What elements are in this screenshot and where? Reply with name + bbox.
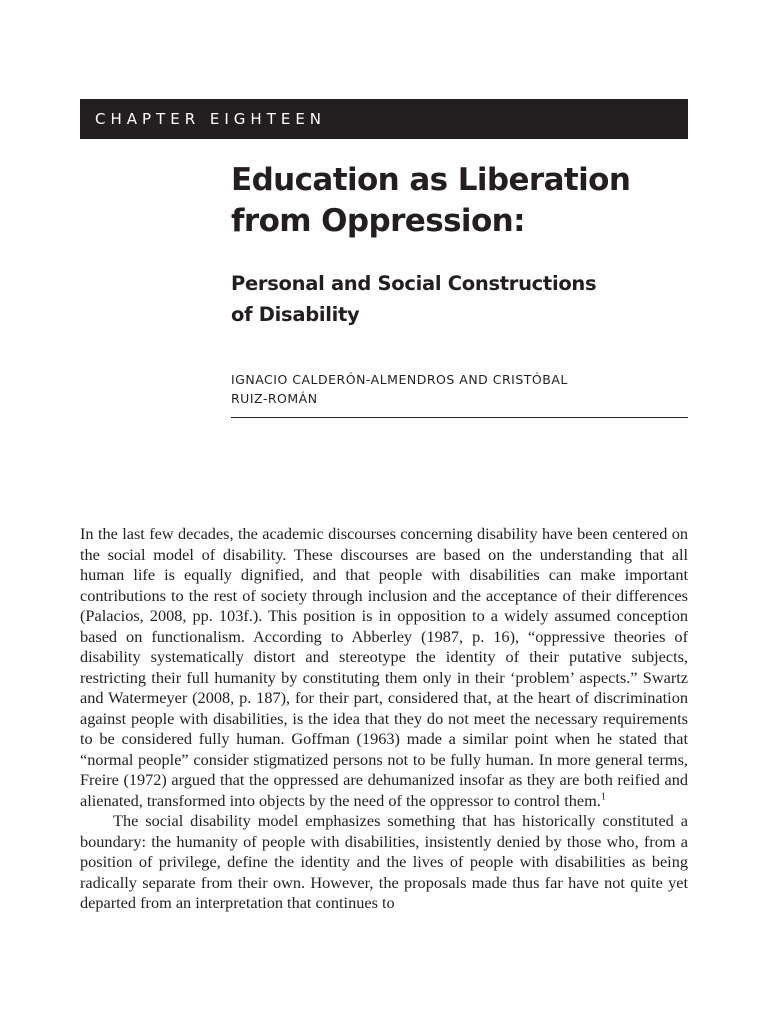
body-text [80,524,688,914]
chapter-subtitle-line-2: of Disability [231,303,360,326]
chapter-subtitle [231,268,671,330]
paragraph-1-text: In the last few decades, the academic discourses concerning disability have been centered on the social model of disability. These discourses are based on the understanding that all human life is equally dignified, and that people with disabilities can make important contributions to the rest of society through inclusion and the acceptance of their differences (Palacios, 2008, pp. 103f.). This position is in opposition to a widely assumed conception based on functionalism. According to Abberley (1987, p. 16), “oppressive theories of disability systematically distort and stereotype the identity of their putative subjects, restricting their full humanity by constituting them only in their ‘problem’ aspects.” Swartz and Watermeyer (2008, p. 187), for their part, considered that, at the heart of discrimination against people with disabilities, is the idea that they do not meet the necessary requirements to be considered fully human. Goffman (1963) made a similar point when he stated that “normal people” consider stigmatized persons not to be fully human. In more general terms, Freire (1972) argued that the oppressed are dehumanized insofar as they are both reified and alienated, transformed into objects by the need of the oppressor to control them. [80,524,688,810]
chapter-label: CHAPTER EIGHTEEN [95,110,327,128]
chapter-header-bar [80,99,688,139]
chapter-authors [231,370,671,408]
chapter-title [231,160,688,242]
chapter-title-line-1: Education as Liberation [231,162,631,198]
authors-line-1: IGNACIO CALDERÓN-ALMENDROS AND CRISTÓBAL [231,372,568,387]
title-divider [231,417,688,418]
chapter-title-line-2: from Oppression: [231,203,525,239]
title-block [231,160,688,406]
paragraph-2 [80,811,688,914]
authors-line-2: RUIZ-ROMÁN [231,391,318,406]
footnote-marker[interactable]: 1 [600,791,606,803]
chapter-subtitle-line-1: Personal and Social Constructions [231,272,597,295]
paragraph-2-text: The social disability model emphasizes something that has historically constituted a boundary: the humanity of people with disabilities, insistently denied by those who, from a position of privilege, define the identity and the lives of people with disabilities as being radically separate from their own. However, the proposals made thus far have not quite yet departed from an interpretation that continues to [80,811,688,912]
paragraph-1 [80,524,688,811]
